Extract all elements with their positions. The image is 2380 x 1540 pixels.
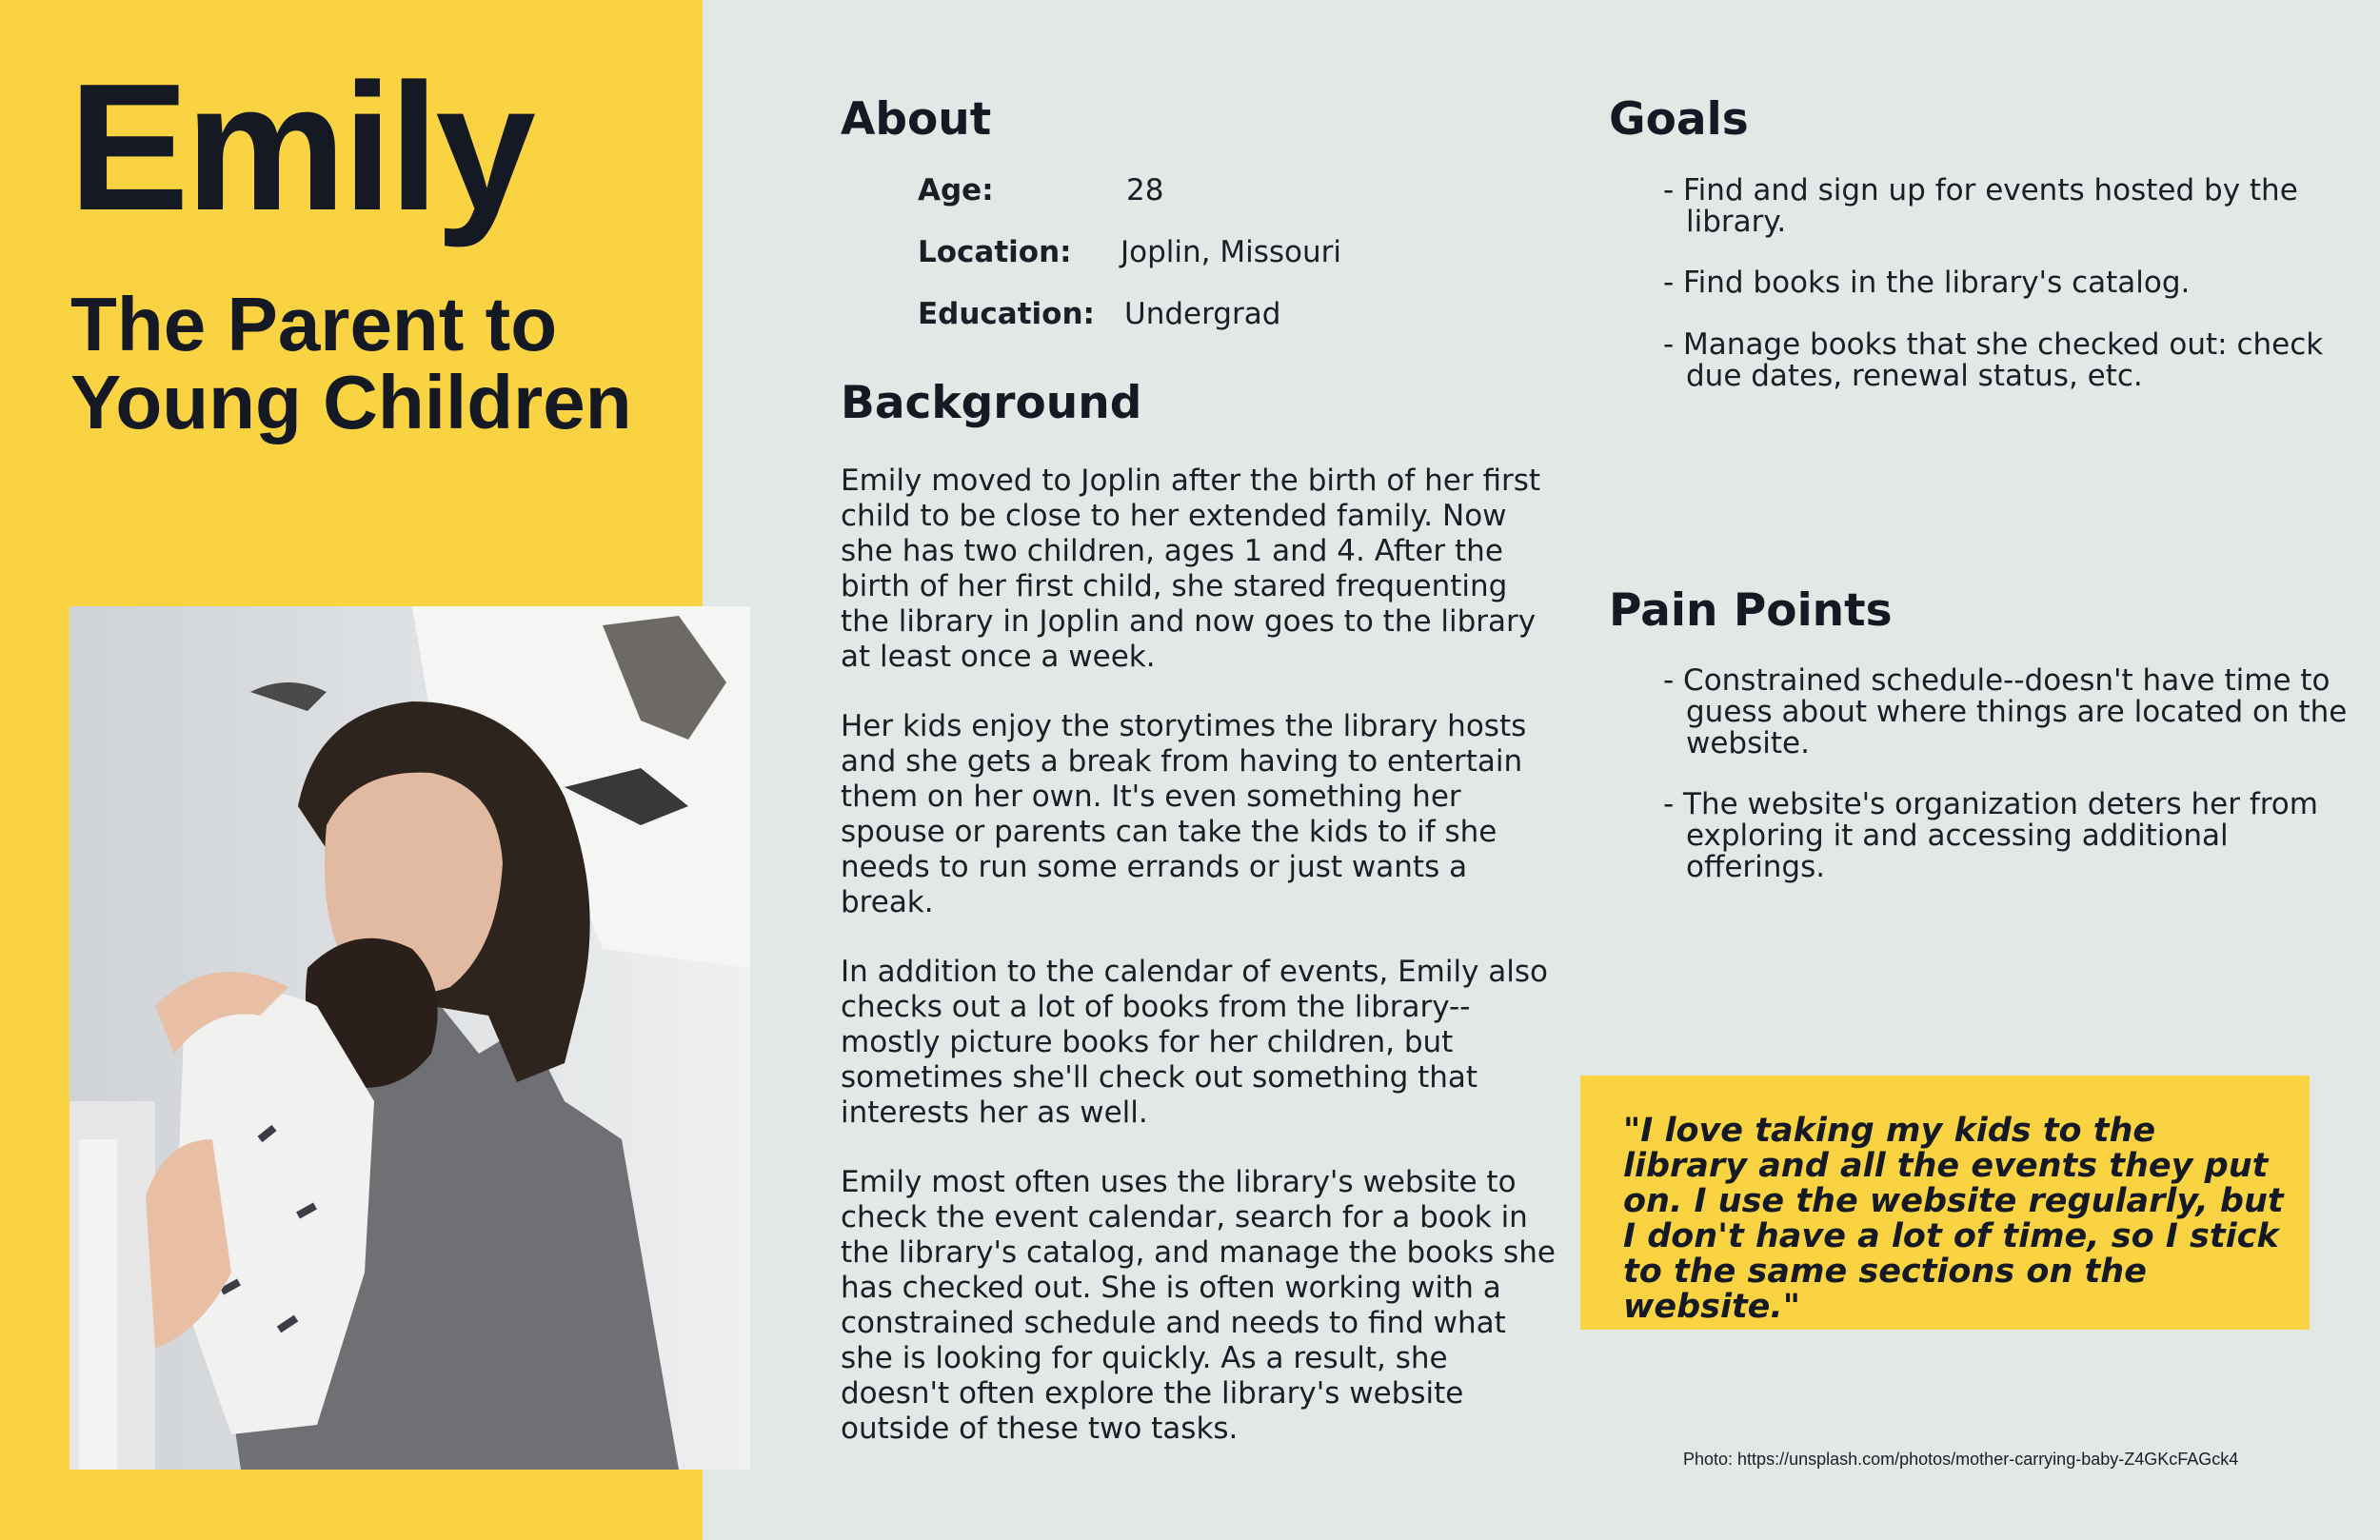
- age-value: 28: [1126, 173, 1164, 207]
- background-paragraph-3: In addition to the calendar of events, Emily also checks out a lot of books from the library--mostly picture books for her children, but sometimes she'll check out something that interests her as well.: [841, 955, 1549, 1130]
- mother-holding-baby-illustration: [69, 606, 750, 1470]
- goal-item: - Find and sign up for events hosted by the library.: [1663, 175, 2362, 238]
- about-heading: About: [841, 93, 992, 146]
- pain-points-heading: Pain Points: [1609, 584, 1893, 637]
- goals-heading: Goals: [1609, 93, 1749, 146]
- persona-photo: [69, 606, 750, 1470]
- pain-point-item: - Constrained schedule--doesn't have time to guess about where things are located on the website.: [1663, 665, 2362, 760]
- persona-name: Emily: [69, 47, 532, 248]
- background-paragraph-4: Emily most often uses the library's website to check the event calendar, search for a book in the library's catalog, and manage the books she has checked out. She is often working with a constrained schedule and needs to find what she is looking for quickly. As a result, she doesn't often explore the library's website outside of these two tasks.: [841, 1165, 1556, 1446]
- photo-credit: Photo: https://unsplash.com/photos/mother-carrying-baby-Z4GKcFAGck4: [1683, 1450, 2239, 1469]
- persona-quote: "I love taking my kids to the library and all the events they put on. I use the website regularly, but I don't have a lot of time, so I stick to the same sections on the website.": [1623, 1112, 2284, 1326]
- pain-point-item: - The website's organization deters her from exploring it and accessing additional offerings.: [1663, 789, 2362, 883]
- education-value: Undergrad: [1124, 297, 1281, 331]
- background-paragraph-2: Her kids enjoy the storytimes the library hosts and she gets a break from having to entertain them on her own. It's even something her spouse or parents can take the kids to if she needs to run some errands or just wants a break.: [841, 709, 1527, 919]
- education-label: Education:: [918, 297, 1095, 331]
- quote-box: [1580, 1076, 2310, 1330]
- background-paragraph-1: Emily moved to Joplin after the birth of her first child to be close to her extended family. Now she has two children, ages 1 and 4. After the birth of her first child, she stared frequenting the library in Joplin and now goes to the library at least once a week.: [841, 464, 1541, 674]
- goal-item: - Manage books that she checked out: check due dates, renewal status, etc.: [1663, 329, 2362, 392]
- goal-item: - Find books in the library's catalog.: [1663, 267, 2362, 299]
- age-label: Age:: [918, 173, 994, 207]
- location-label: Location:: [918, 235, 1072, 269]
- background-heading: Background: [841, 377, 1142, 429]
- location-value: Joplin, Missouri: [1121, 235, 1342, 269]
- persona-subtitle: The Parent to Young Children: [70, 282, 632, 444]
